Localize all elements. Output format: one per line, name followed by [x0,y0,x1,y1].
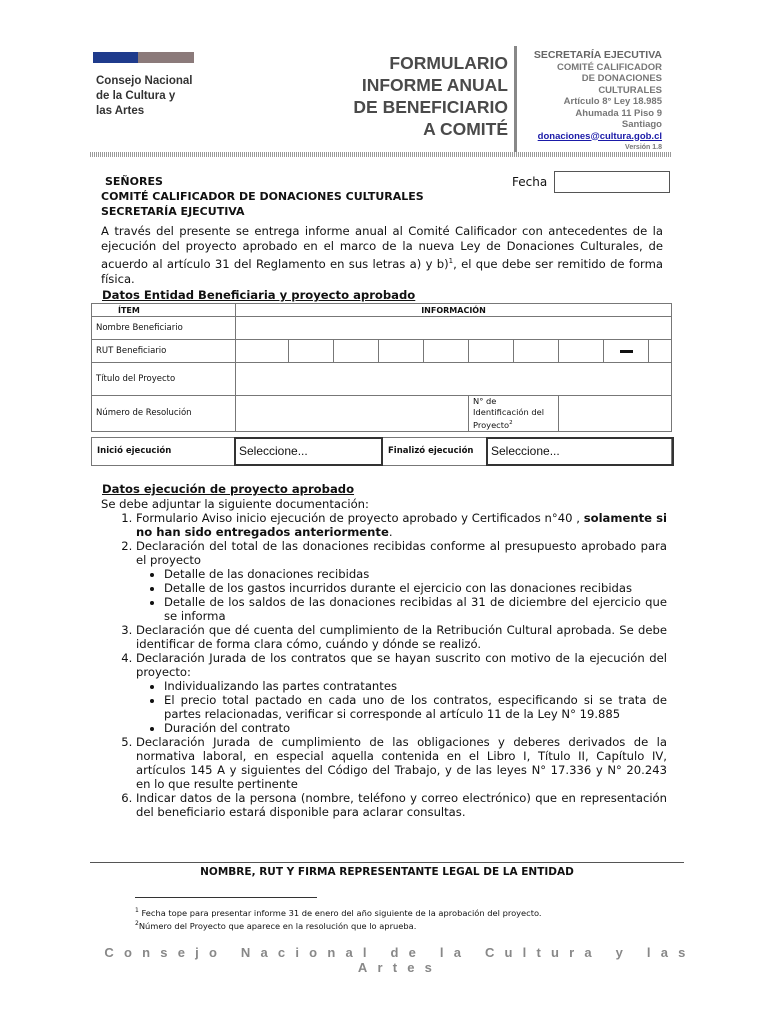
footnote-ref: 2 [509,420,513,426]
header-divider [514,46,517,152]
documentation-list [101,497,667,819]
logo-line: Consejo Nacional [96,75,193,87]
signature-label: NOMBRE, RUT Y FIRMA REPRESENTANTE LEGAL DE LA ENTIDAD [200,866,574,878]
item-text: Declaración del total de las donaciones recibidas conforme al presupuesto aprobado para el proyecto [136,539,667,567]
dash-icon [620,350,633,353]
secretaria-title: SECRETARÍA EJECUTIVA [533,49,662,61]
fin-select[interactable]: Seleccione... [486,437,674,466]
salutation [101,174,424,219]
intro-text: A través del presente se entrega informe anual al Comité Calificador con antecedentes de la ejecución del proyecto aprobado en el marco de la nueva Ley de Donaciones Culturales, de acuerdo al artículo 31 del Reglamento en sus letras a) y b) [101,224,663,271]
logo-text [96,74,193,119]
row-label-id-proyecto: N° de Identificación del Proyecto [473,396,545,430]
logo-line: de la Cultura y [96,90,176,102]
page-footer: Consejo Nacional de la Cultura y las Artes [104,945,696,975]
intro-text-end: , el que debe ser remitido de forma física. [101,256,663,286]
col-header-item: ÍTEM [92,304,236,317]
footnote-ref: 1 [448,257,454,265]
intro-paragraph [101,224,663,287]
list-item: 6. Indicar datos de la persona (nombre, teléfono y correo electrónico) que en representación del beneficiario estará disponible para aclarar consultas. [136,791,667,819]
header-contact-block [520,50,662,154]
footnote-rule [135,897,317,898]
contact-line: Artículo 8° Ley 18.985 [563,96,662,107]
item-text: Declaración Jurada de los contratos que se hayan suscrito con motivo de la ejecución del proyecto: [136,651,667,679]
nombre-input[interactable] [236,317,672,340]
rut-digit-box[interactable] [469,340,514,363]
footnote-number: 2 [135,920,139,927]
item-text: Formulario Aviso inicio ejecución de proyecto aprobado y Certificados n°40 , [136,511,584,525]
sub-list-item: • Detalle de las donaciones recibidas [164,567,667,581]
resolucion-input[interactable] [236,396,469,432]
form-title-line: INFORME ANUAL [361,75,508,95]
row-label-resolucion: Número de Resolución [92,396,236,432]
col-header-info: INFORMACIÓN [236,304,672,317]
list-item [136,539,667,623]
rut-digit-box[interactable] [334,340,379,363]
row-label-rut: RUT Beneficiario [92,340,236,363]
list-item [136,651,667,735]
fecha-label: Fecha [512,175,548,189]
list-item [136,511,667,539]
sub-list-item: • Detalle de los saldos de las donaciones recibidas al 31 de diciembre del ejercicio que se informa [164,595,667,623]
version-label: Versión 1.8 [625,144,662,151]
sub-list [136,567,667,623]
contact-line: Santiago [621,119,662,130]
section2-title: Datos ejecución de proyecto aprobado [102,482,355,496]
form-title-line: FORMULARIO [389,53,508,73]
form-title [330,52,508,140]
item-bold: solamente si no han sido entregados anteriormente [136,511,667,539]
list-item: 3. Declaración que dé cuenta del cumplimiento de la Retribución Cultural aprobada. Se debe identificar de forma clara cómo, cuándo y dónde se realizó. [136,623,667,651]
sub-list-item: • El precio total pactado en cada uno de los contratos, especificando si se trata de partes relacionadas, verificar si corresponde al artículo 11 de la Ley N° 19.885 [164,693,667,721]
sub-list-item: • Detalle de los gastos incurridos durante el ejercicio con las donaciones recibidas [164,581,667,595]
titulo-input[interactable] [236,363,672,396]
header-rule [90,152,672,157]
fecha-input[interactable] [554,171,670,193]
item-text: . [388,525,393,539]
rut-digit-box[interactable] [559,340,604,363]
rut-digit-box[interactable] [289,340,334,363]
logo-color-bar [93,52,194,63]
row-label-titulo: Título del Proyecto [92,363,236,396]
salutation-line: COMITÉ CALIFICADOR DE DONACIONES CULTURALES [101,190,424,203]
rut-dash-cell [604,340,649,363]
footnote-1 [135,905,542,919]
email-link[interactable]: donaciones@cultura.gob.cl [537,130,662,142]
sub-list-item: • Duración del contrato [164,721,667,735]
rut-digit-box[interactable] [424,340,469,363]
footnote-text: Fecha tope para presentar informe 31 de enero del año siguiente de la aprobación del proyecto. [141,907,542,918]
salutation-line: SECRETARÍA EJECUTIVA [101,205,245,218]
sub-list-item: • Individualizando las partes contratantes [164,679,667,693]
row-label-nombre: Nombre Beneficiario [92,317,236,340]
footnote-text: Número del Proyecto que aparece en la resolución que lo aprueba. [138,920,417,931]
signature-line [90,862,684,863]
form-title-line: A COMITÉ [423,119,508,139]
beneficiary-table [91,303,672,432]
logo-line: las Artes [96,105,145,117]
contact-line: CULTURALES [598,84,662,96]
rut-digit-box[interactable] [236,340,289,363]
list-item: 5. Declaración Jurada de cumplimiento de las obligaciones y deberes derivados de la normativa laboral, en especial aquella contenida en el Libro I, Título II, Capítulo IV, artículos 145 A y siguientes del Código del Trabajo, y de las leyes N° 17.336 y N° 20.243 en lo que resulte pertinente [136,735,667,791]
section1-title: Datos Entidad Beneficiaria y proyecto aprobado [102,288,416,302]
footnote-number: 1 [135,907,139,914]
rut-digit-box[interactable] [514,340,559,363]
form-title-line: DE BENEFICIARIO [353,97,508,117]
id-proyecto-input[interactable] [559,396,672,432]
inicio-select[interactable]: Seleccione... [234,437,383,466]
section2-intro: Se debe adjuntar la siguiente documentación: [101,497,369,511]
documentation-ordered-list [101,511,667,819]
sub-list [136,679,667,735]
footnote-2 [135,918,416,932]
rut-digit-box[interactable] [379,340,424,363]
contact-line: DE DONACIONES [581,73,662,84]
inicio-label: Inició ejecución [97,446,172,456]
salutation-line: SEÑORES [105,175,163,188]
fin-label: Finalizó ejecución [388,446,474,456]
contact-line: Ahumada 11 Piso 9 [575,107,662,119]
contact-line: COMITÉ CALIFICADOR [556,61,662,73]
rut-verifier-box[interactable] [649,340,672,363]
